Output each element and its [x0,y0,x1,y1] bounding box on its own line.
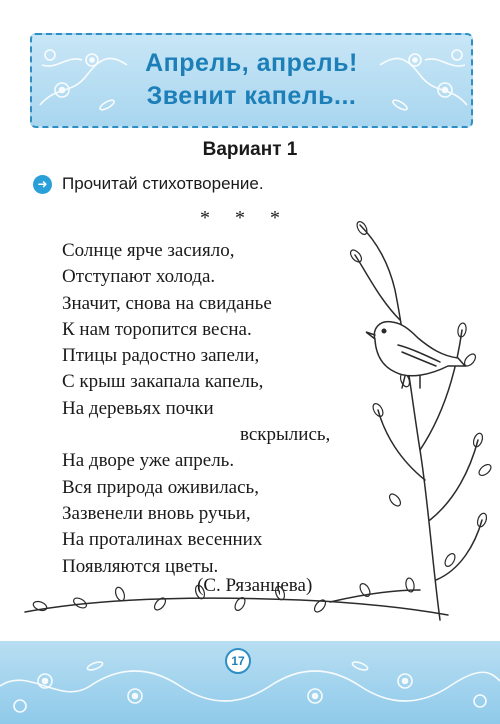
title-line-2: Звенит капель... [146,82,357,110]
floral-border-icon [0,641,500,724]
poem-line: Отступают холода. [62,266,216,288]
footer-ornament [0,641,500,724]
poem-line: С крыш закапала капель, [62,371,264,393]
poem-line: Птицы радостно запели, [62,345,260,367]
task-instruction [33,174,264,194]
arrow-right-circle-icon: ➜ [33,175,52,194]
poem-line: Солнце ярче засияло, [62,240,235,261]
page-title [32,47,471,113]
page-number: 17 [225,648,251,674]
poem-line: На деревьях почки [62,397,214,419]
title-banner [30,33,473,128]
poem-line: На проталинах весенних [62,529,263,551]
poem-line: На дворе уже апрель. [62,450,235,472]
poem-stars: * * * [200,207,290,229]
title-line-1: Апрель, апрель! [145,49,358,77]
poem-line: Зазвенели вновь ручьи, [62,502,251,524]
poem-author: (С. Рязанцева) [197,575,313,596]
poem-line: Значит, снова на свиданье [62,292,272,314]
poem-line: Вся природа оживилась, [62,476,259,498]
task-text: Прочитай стихотворение. [62,174,264,193]
poem-text [62,238,362,580]
variant-heading: Вариант 1 [202,139,298,160]
poem-line: Появляются цветы. [62,555,219,577]
poem-line: К нам торопится весна. [62,318,252,340]
poem-line: вскрылись, [240,424,331,446]
